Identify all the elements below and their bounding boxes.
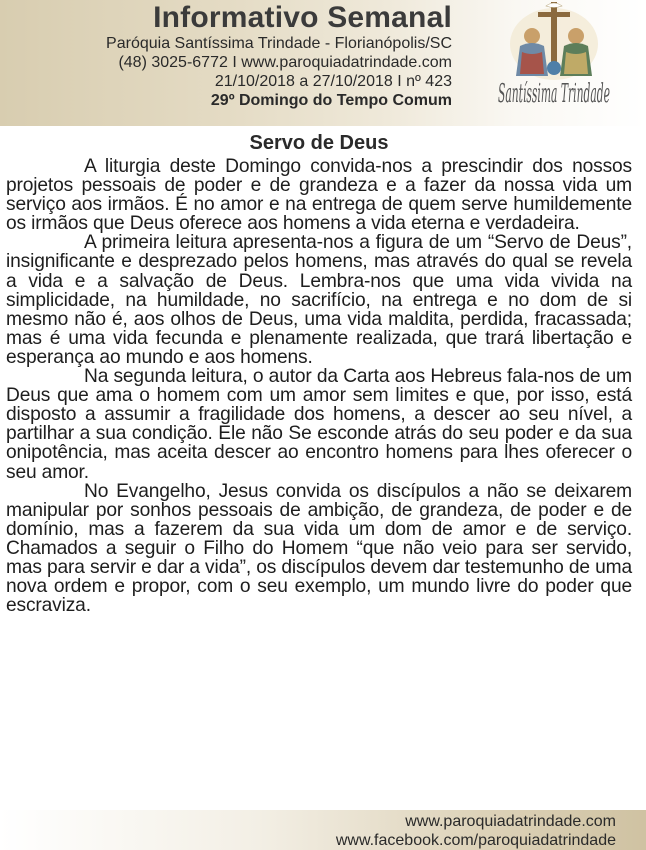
article-paragraph-2: A primeira leitura apresenta-nos a figura de um “Servo de Deus”, insignificante e desprezado pelos homens, mas através do qual se revela a vida e a salvação de Deus. Lembra-nos que uma vida vivida na simplicidade, na humildade, no sacrifício, na entrega e no dom de si mesmo não é, aos olhos de Deus, uma vida maldita, perdida, fracassada; mas é uma vida fecunda e plenamente realizada, que trará libertação e esperança ao mundo e aos homens. — [6, 232, 632, 368]
article-paragraph-3: Na segunda leitura, o autor da Carta aos Hebreus fala-nos de um Deus que ama o homem com um amor sem limites e que, por isso, está disposto a assumir a fragilidade dos homens, a descer ao seu nível, a partilhar a sua condição. Ele não Se esconde atrás do seu poder e da sua onipotência, mas aceita descer ao encontro homens para lhes oferecer o seu amor. — [6, 366, 632, 483]
header-banner — [0, 0, 646, 126]
article-title: Servo de Deus — [249, 132, 389, 154]
holy-trinity-icon — [494, 2, 620, 120]
parish-name: Paróquia Santíssima Trindade - Florianópolis/SC — [106, 35, 452, 52]
logo-script-text: Santíssima Trindade — [498, 79, 610, 109]
article-paragraph-1: A liturgia deste Domingo convida-nos a prescindir dos nossos projetos pessoais de poder e de grandeza e a fazer da nossa vida um serviço aos irmãos. É no amor e na entrega de quem serve humildemente os irmãos que Deus oferece aos homens a vida eterna e verdadeira. — [6, 156, 632, 235]
article — [6, 130, 632, 615]
liturgical-sunday: 29º Domingo do Tempo Comum — [210, 92, 452, 109]
article-paragraph-4: No Evangelho, Jesus convida os discípulos a não se deixarem manipular por sonhos pessoais de ambição, de grandeza, de poder e de domínio, mas a fazerem da sua vida um dom de amor e de serviço. Chamados a seguir o Filho do Homem “que não veio para ser servido, mas para servir e dar a vida”, os discípulos devem dar testemunho de uma nova ordem e propor, com o seu exemplo, um mundo livre do poder que escraviza. — [6, 480, 632, 617]
newsletter-title: Informativo Semanal — [153, 1, 452, 34]
footer-banner — [0, 810, 646, 850]
facebook-link[interactable]: www.facebook.com/paroquiadatrindade — [335, 832, 616, 849]
parish-contact: (48) 3025-6772 I www.paroquiadatrindade.com — [118, 54, 452, 71]
footer-links — [336, 812, 616, 850]
website-link[interactable]: www.paroquiadatrindade.com — [405, 813, 616, 830]
parish-logo — [494, 2, 620, 120]
issue-dates: 21/10/2018 a 27/10/2018 I nº 423 — [214, 73, 452, 90]
header-text-block — [0, 0, 452, 110]
